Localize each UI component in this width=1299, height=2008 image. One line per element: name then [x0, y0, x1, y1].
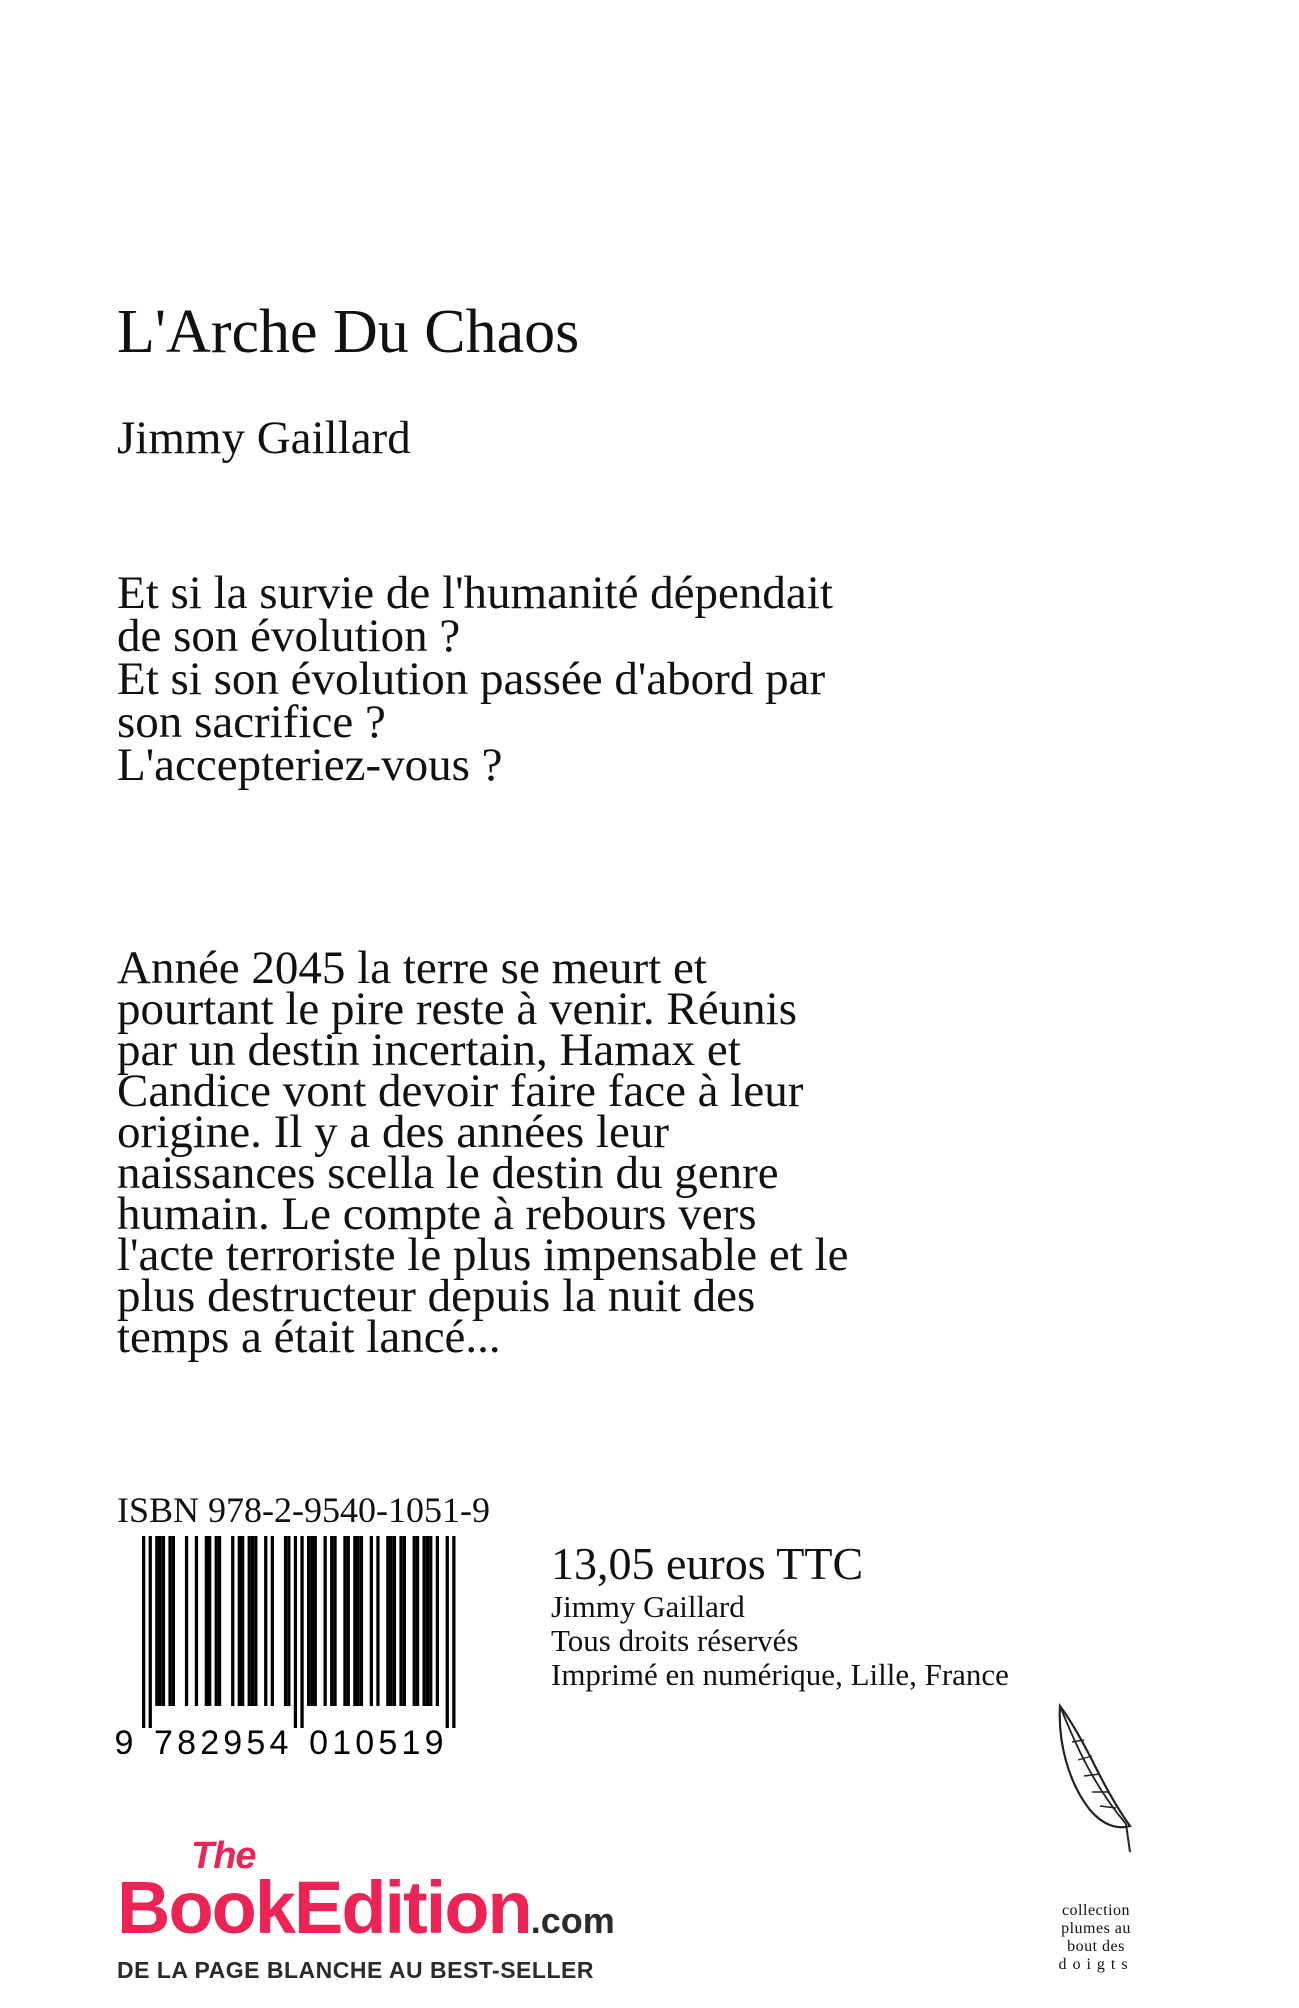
tagline-line: L'accepteriez-vous ? [117, 739, 503, 791]
barcode-bar [360, 1536, 363, 1706]
book-author: Jimmy Gaillard [117, 412, 411, 464]
isbn-label: ISBN 978-2-9540-1051-9 [117, 1490, 490, 1530]
barcode-digit: 9 [424, 1724, 444, 1762]
barcode-bar [238, 1536, 241, 1706]
barcode-bar [324, 1536, 327, 1706]
barcode-bar [314, 1536, 317, 1706]
barcode-bar [386, 1536, 389, 1706]
tagline-line: son sacrifice ? [117, 696, 386, 748]
barcode-bar [185, 1536, 188, 1706]
barcode-digit: 0 [355, 1724, 375, 1762]
colophon-printing: Imprimé en numérique, Lille, France [551, 1657, 1009, 1692]
synopsis [117, 942, 849, 1363]
tagline-line: de son évolution ? [117, 610, 461, 662]
barcode-bar [231, 1536, 234, 1706]
barcode-bar [251, 1536, 254, 1706]
price: 13,05 euros TTC [551, 1538, 864, 1589]
barcode-bar [162, 1536, 165, 1706]
synopsis-line: temps a était lancé... [117, 1311, 501, 1363]
barcode-digit: 0 [309, 1724, 329, 1762]
tagline-line: Et si la survie de l'humanité dépendait [117, 567, 833, 619]
barcode-digit: 9 [223, 1724, 243, 1762]
logo-domain: .com [530, 1900, 615, 1941]
barcode-bar [264, 1536, 267, 1706]
barcode-bar [330, 1536, 333, 1706]
barcode-bar [357, 1536, 360, 1706]
barcode-bar [218, 1536, 221, 1706]
barcode-bar [271, 1536, 274, 1706]
synopsis-line: par un destin incertain, Hamax et [117, 1024, 741, 1076]
barcode-bar [333, 1536, 336, 1706]
synopsis-line: origine. Il y a des années leur [117, 1106, 670, 1158]
barcode-bar [436, 1536, 439, 1706]
synopsis-line: humain. Le compte à rebours vers [117, 1188, 757, 1240]
barcode-bar [208, 1536, 211, 1706]
barcode-bar [353, 1536, 356, 1706]
synopsis-line: pourtant le pire reste à venir. Réunis [117, 983, 797, 1035]
barcode-bar [155, 1536, 158, 1706]
feather-icon [1054, 1702, 1136, 1856]
barcode-bar [159, 1536, 162, 1706]
collection-line: doigts [1058, 1956, 1134, 1973]
synopsis-line: Année 2045 la terre se meurt et [117, 942, 707, 994]
barcode-bar [254, 1536, 257, 1706]
barcode-digit: 9 [114, 1724, 134, 1762]
barcode-digit: 5 [246, 1724, 266, 1762]
barcode-bar [195, 1536, 198, 1706]
barcode-bar [390, 1536, 393, 1706]
synopsis-line: naissances scella le destin du genre [117, 1147, 779, 1199]
collection-line: plumes au [1061, 1920, 1131, 1937]
barcode-bar [403, 1536, 406, 1706]
barcode-bar [168, 1536, 171, 1706]
barcode-digit: 2 [200, 1724, 220, 1762]
barcode-bar [423, 1536, 426, 1706]
barcode-bar [376, 1536, 379, 1706]
logo-tagline: DE LA PAGE BLANCHE AU BEST-SELLER [117, 1957, 594, 1983]
barcode-bar [343, 1536, 346, 1706]
barcode-bar [426, 1536, 429, 1706]
barcode-bar [413, 1536, 416, 1706]
logo-wordmark [117, 1868, 615, 1961]
barcode-graphic [112, 1536, 486, 1766]
barcode-digit: 7 [153, 1724, 173, 1762]
logo-the: The [191, 1835, 256, 1877]
barcode-bar [347, 1536, 350, 1706]
tagline [117, 567, 833, 791]
barcode-bar [307, 1536, 310, 1706]
logo-name: BookEdition [117, 1866, 531, 1949]
colophon [551, 1590, 1009, 1692]
barcode-digit: 8 [177, 1724, 197, 1762]
barcode-bar [205, 1536, 208, 1706]
synopsis-line: Candice vont devoir faire face à leur [117, 1065, 804, 1117]
barcode-digit: 1 [332, 1724, 352, 1762]
colophon-rights: Tous droits réservés [551, 1623, 799, 1658]
barcode-bar [393, 1536, 396, 1706]
barcode-bar [446, 1536, 449, 1728]
isbn-barcode [112, 1536, 486, 1766]
barcode-bar [149, 1536, 152, 1728]
barcode-bar [241, 1536, 244, 1706]
book-title: L'Arche Du Chaos [117, 298, 580, 366]
barcode-bar [310, 1536, 313, 1706]
barcode-digit: 5 [378, 1724, 398, 1762]
barcode-bar [248, 1536, 251, 1706]
collection-line: collection [1061, 1902, 1131, 1919]
barcode-bar [416, 1536, 419, 1706]
barcode-bar [215, 1536, 218, 1706]
barcode-bar [300, 1536, 303, 1728]
barcode-digit: 1 [401, 1724, 421, 1762]
barcode-bar [429, 1536, 432, 1706]
barcode-digit: 4 [269, 1724, 289, 1762]
synopsis-line: l'acte terroriste le plus impensable et le [117, 1229, 849, 1281]
barcode-bar [370, 1536, 373, 1706]
barcode-bar [294, 1536, 297, 1728]
barcode-bar [399, 1536, 402, 1706]
synopsis-line: plus destructeur depuis la nuit des [117, 1270, 756, 1322]
colophon-author: Jimmy Gaillard [551, 1589, 745, 1624]
barcode-bar [287, 1536, 290, 1706]
barcode-bar [284, 1536, 287, 1706]
barcode-bar [142, 1536, 145, 1728]
tagline-line: Et si son évolution passée d'abord par [117, 653, 826, 705]
collection-line: bout des [1067, 1938, 1125, 1955]
collection-label [1040, 1902, 1152, 1974]
barcode-bar [172, 1536, 175, 1706]
barcode-bar [452, 1536, 455, 1728]
